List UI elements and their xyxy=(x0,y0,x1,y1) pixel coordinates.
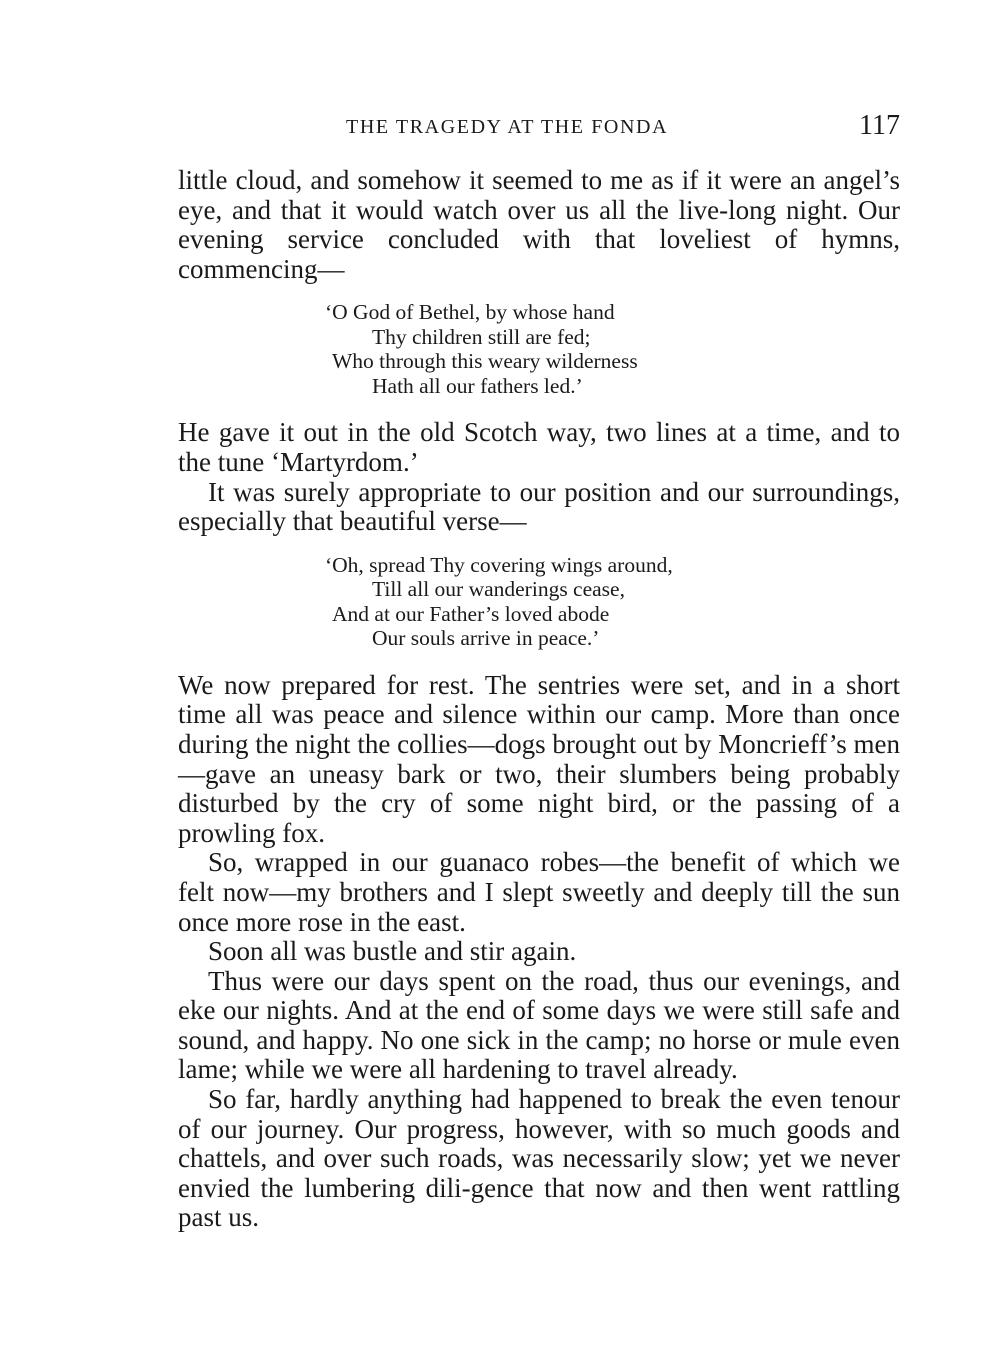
paragraph-8: So far, hardly anything had happened to break the even tenour of our journey. Our progress, however, with so much goods and chattels, and over such roads, was necessarily slow; yet we never envied the lumbering dili-gence that now and then went rattling past us. xyxy=(178,1084,900,1233)
paragraph-1: little cloud, and somehow it seemed to me as if it were an angel’s eye, and that it would watch over us all the live-long night. Our evening service concluded with that loveliest of hymns, commencing— xyxy=(178,165,900,284)
running-title: THE TRAGEDY AT THE FONDA xyxy=(346,116,669,138)
paragraph-2: He gave it out in the old Scotch way, two lines at a time, and to the tune ‘Martyrdom.’ xyxy=(178,417,900,477)
verse-line: Till all our wanderings cease, xyxy=(372,577,625,602)
hymn-verse-1 xyxy=(325,300,900,398)
hymn-verse-2 xyxy=(325,552,900,651)
page-number: 117 xyxy=(859,110,900,141)
verse-line: ‘Oh, spread Thy covering wings around, xyxy=(325,552,673,577)
verse-line: And at our Father’s loved abode xyxy=(332,601,610,626)
verse-line: Who through this weary wilderness xyxy=(332,349,638,374)
paragraph-3: It was surely appropriate to our position and our surroundings, especially that beautiful verse— xyxy=(178,476,900,537)
body-text xyxy=(178,166,900,1233)
paragraph-4: We now prepared for rest. The sentries were set, and in a short time all was peace and silence within our camp. More than once during the night the collies—dogs brought out by Moncrieff’s men—gave an uneasy bark or two, their slumbers being probably disturbed by the cry of some night bird, or the passing of a prowling fox. xyxy=(178,669,900,848)
paragraph-7: Thus were our days spent on the road, thus our evenings, and eke our nights. And at the end of some days we were still safe and sound, and happy. No one sick in the camp; no horse or mule even lame; while we were all hardening to travel already. xyxy=(178,965,900,1085)
verse-line: Hath all our fathers led.’ xyxy=(372,373,583,398)
verse-line: Thy children still are fed; xyxy=(372,324,591,349)
paragraph-5: So, wrapped in our guanaco robes—the benefit of which we felt now—my brothers and I slept sweetly and deeply till the sun once more rose in the east. xyxy=(178,847,900,937)
verse-line: ‘O God of Bethel, by whose hand xyxy=(325,300,615,325)
running-head xyxy=(178,110,900,146)
verse-line: Our souls arrive in peace.’ xyxy=(372,626,600,651)
paragraph-6: Soon all was bustle and stir again. xyxy=(208,936,577,967)
